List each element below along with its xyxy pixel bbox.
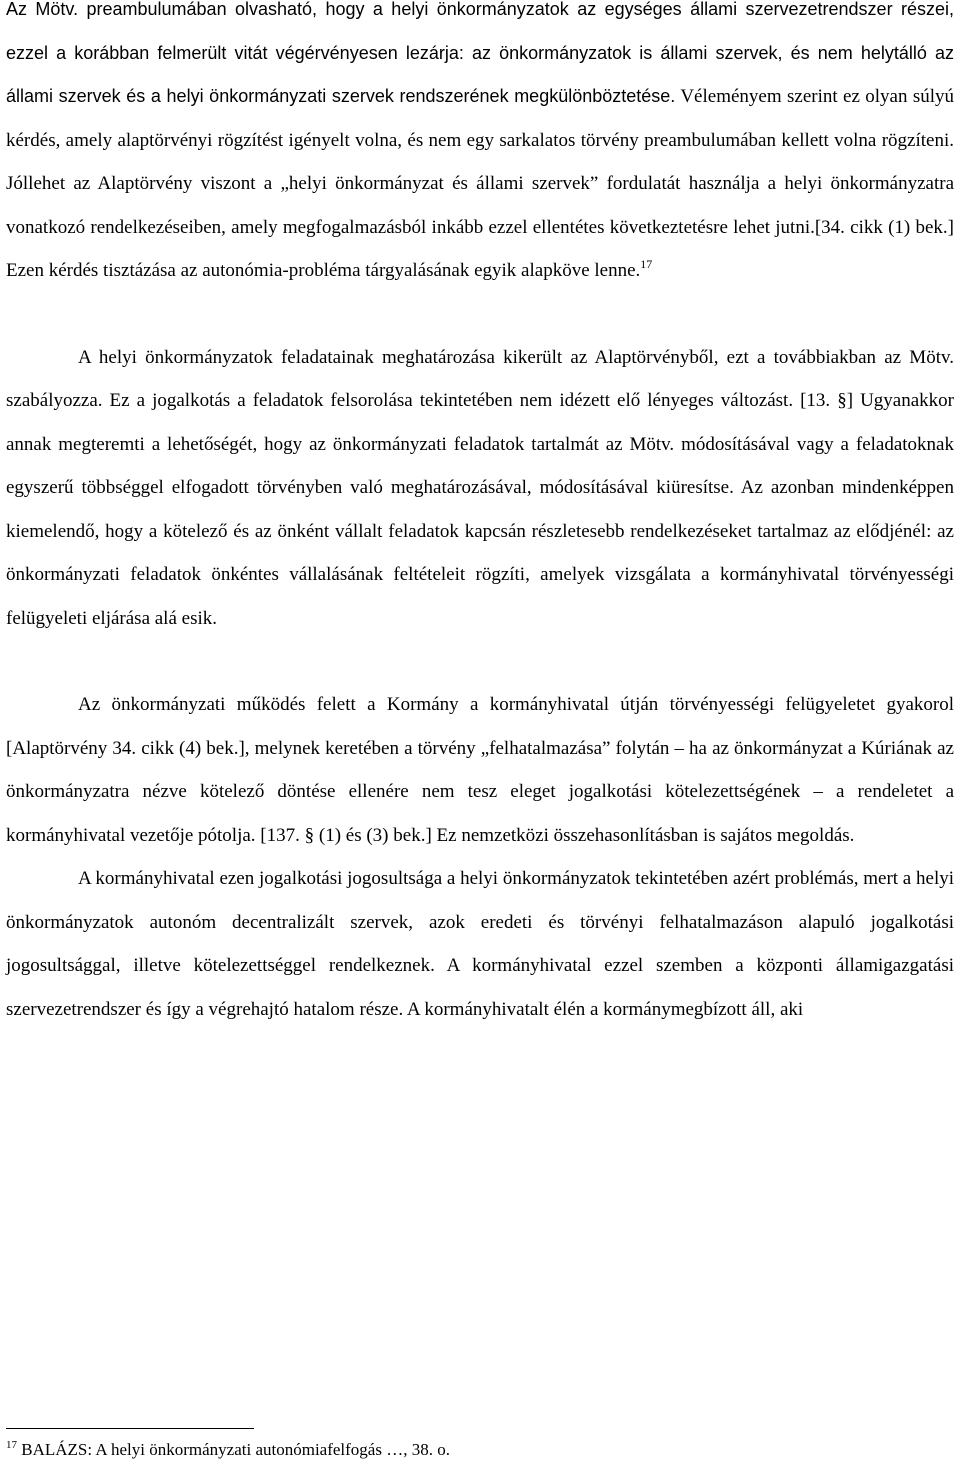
paragraph-spacer — [6, 640, 954, 683]
footnote-number: 17 — [6, 1439, 17, 1451]
paragraph-1 — [6, 0, 954, 293]
paragraph-1-text-b: Véleményem szerint ez olyan súlyú kérdés, amely alaptörvényi rögzítést igényelt volna, és nem egy sarkalatos törvény preambulumában kellett volna rögzíteni. — [6, 86, 955, 151]
footnote — [6, 1438, 946, 1462]
paragraph-spacer — [6, 293, 954, 336]
paragraph-1-text-c: Jóllehet az Alaptörvény viszont a „helyi önkormányzat és állami szervek” fordulatát használja a helyi önkormányzatra vonatkozó rendelkezéseiben, amely megfogalmazásból inkább ezzel ellentétes következtetésre lehet jutni.[34. cikk (1) bek.] Ezen kérdés tisztázása az autonómia-probléma tárgyalásának egyik alapköve lenne. — [6, 173, 954, 281]
footnote-separator — [6, 1428, 254, 1429]
paragraph-3: Az önkormányzati működés felett a Kormány a kormányhivatal útján törvényességi felügyeletet gyakorol [Alaptörvény 34. cikk (4) bek.], melynek keretében a törvény „felhatalmazása” folytán – ha az önkormányzat a Kúriának az önkormányzatra nézve kötelező döntése ellenére nem tesz eleget jogalkotási kötelezettségének – a rendeletet a kormányhivatal vezetője pótolja. [137. § (1) és (3) bek.] Ez nemzetközi összehasonlításban is sajátos megoldás. — [6, 694, 954, 846]
footnote-text: BALÁZS: A helyi önkormányzati autonómiafelfogás …, 38. o. — [17, 1440, 450, 1459]
paragraph-4: A kormányhivatal ezen jogalkotási jogosultsága a helyi önkormányzatok tekintetében azért problémás, mert a helyi önkormányzatok autonóm decentralizált szervek, azok eredeti és törvényi felhatalmazáson alapuló jogalkotási jogosultsággal, illetve kötelezettséggel rendelkeznek. A kormányhivatal ezzel szemben a központi államigazgatási szervezetrendszer és így a végrehajtó hatalom része. A kormányhivatalt élén a kormánymegbízott áll, aki — [6, 868, 954, 1020]
paragraph-2: A helyi önkormányzatok feladatainak meghatározása kikerült az Alaptörvényből, ezt a továbbiakban az Mötv. szabályozza. Ez a jogalkotás a feladatok felsorolása tekintetében nem idézett elő lényeges változást. [13. §] Ugyanakkor annak megteremti a lehetőségét, hogy az önkormányzati feladatok tartalmát az Mötv. módosításával vagy a feladatoknak egyszerű többséggel elfogadott törvényben való meghatározásával, módosításával kiüresítse. Az azonban mindenképpen kiemelendő, hogy a kötelező és az önként vállalt feladatok kapcsán részletesebb rendelkezéseket tartalmaz az elődjénél: az önkormányzati feladatok önkéntes vállalásának feltételeit rögzíti, amelyek vizsgálata a kormányhivatal törvényességi felügyeleti eljárása alá esik. — [6, 346, 954, 629]
footnote-reference[interactable]: 17 — [640, 257, 653, 271]
paragraph-1-sans-text: Az Mötv. preambulumában olvasható, hogy a helyi önkormányzatok az egységes állami szervezetrendszer részei, ezzel a korábban felmerült vitát végérvényesen lezárja: az önkormányzatok is állami szervek, és nem helytálló az állami szervek és a helyi önkormányzati szervek rendszerének megkülönböztetése. — [6, 0, 954, 106]
document-page — [6, 0, 954, 1031]
